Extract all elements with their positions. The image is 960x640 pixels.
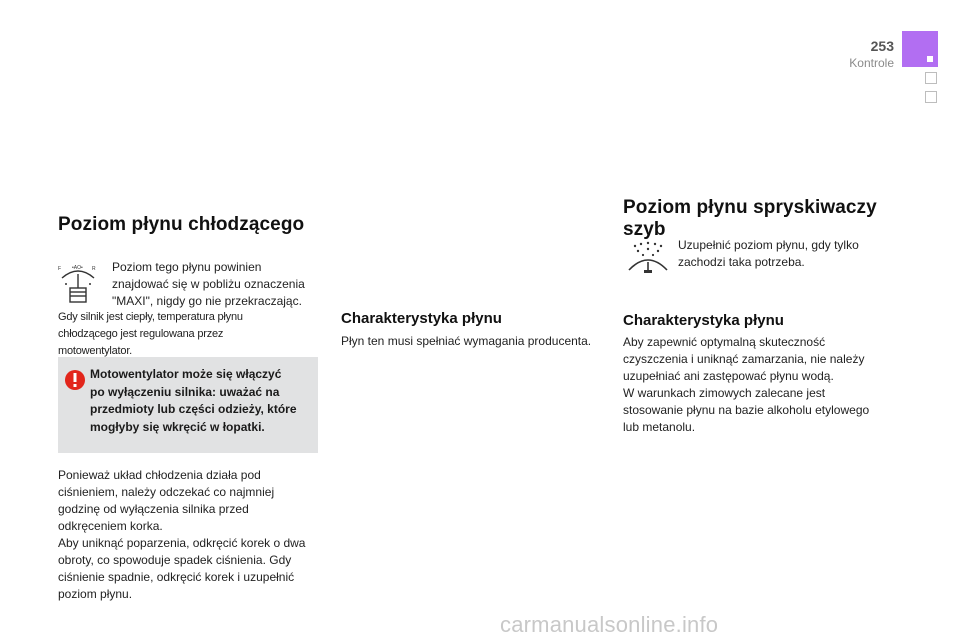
text-line: Motowentylator może się włączyć (90, 367, 282, 381)
text-line: mogłyby się wkręcić w łopatki. (90, 419, 265, 434)
warning-exclamation-icon (64, 369, 86, 391)
svg-text:F: F (58, 266, 62, 272)
tab-marker (927, 56, 933, 62)
text-line: znajdować się w pobliżu oznaczenia (112, 277, 305, 291)
text-line: poziom płynu. (58, 587, 133, 601)
text-line: czyszczenia i uniknąć zamarzania, nie należy (623, 352, 865, 366)
title-line: Poziom płynu spryskiwaczy (623, 197, 877, 218)
text-line: ciśnieniem, należy odczekać co najmniej (58, 485, 275, 499)
warning-text (90, 366, 312, 436)
middle-text: Płyn ten musi spełniać wymagania producenta. (341, 334, 592, 348)
text-line: po wyłączeniu silnika: uważać na (90, 384, 280, 399)
washer-heading: Charakterystyka płynu (623, 312, 784, 329)
text-line: Poziom tego płynu powinien (112, 260, 262, 274)
text-line: stosowanie płynu na bazie alkoholu etylowego (623, 403, 870, 417)
text-line: "MAXI", nigdy go nie przekraczając. (112, 294, 302, 308)
text-line: godzinę od wyłączenia silnika przed (58, 502, 249, 516)
coolant-intro (112, 259, 322, 310)
warning-box (58, 357, 318, 453)
washer-title (623, 197, 913, 241)
text-line: Ponieważ układ chłodzenia działa pod (58, 468, 261, 482)
section-box-2 (925, 91, 937, 103)
svg-text:R: R (92, 266, 96, 272)
section-name: Kontrole (849, 56, 894, 70)
text-line: zachodzi taka potrzeba. (678, 255, 805, 269)
text-line: Gdy silnik jest ciepły, temperatura płynu (58, 311, 243, 323)
text-line: przedmioty lub części odzieży, które (90, 402, 297, 416)
section-box-1 (925, 72, 937, 84)
middle-heading: Charakterystyka płynu (341, 310, 502, 327)
washer-body (623, 334, 893, 436)
title-line: szyb (623, 219, 666, 240)
text-line: uzupełniać ani zastępować płynu wodą. (623, 369, 834, 383)
text-line: lub metanolu. (623, 420, 696, 434)
coolant-title: Poziom płynu chłodzącego (58, 214, 305, 235)
text-line: Aby zapewnić optymalną skuteczność (623, 335, 826, 349)
section-tab (902, 31, 938, 67)
text-line: odkręceniem korka. (58, 519, 163, 533)
text-line: chłodzącego jest regulowana przez (58, 328, 224, 340)
coolant-body (58, 467, 328, 603)
text-line: motowentylator. (58, 345, 133, 357)
text-line: obroty, co spowoduje spadek ciśnienia. Gdy (58, 553, 292, 567)
text-line: ciśnienie spadnie, odkręcić korek i uzupełnić (58, 570, 295, 584)
coolant-note (58, 309, 318, 360)
coolant-reservoir-icon (56, 262, 100, 306)
svg-text:•AO•: •AO• (72, 265, 83, 271)
washer-fluid-icon (625, 240, 671, 286)
page-number: 253 (870, 38, 894, 54)
washer-intro (678, 237, 888, 271)
text-line: Uzupełnić poziom płynu, gdy tylko (678, 238, 859, 252)
text-line: Aby uniknąć poparzenia, odkręcić korek o dwa (58, 536, 306, 550)
text-line: W warunkach zimowych zalecane jest (623, 386, 826, 400)
watermark: carmanualsonline.info (500, 612, 719, 637)
